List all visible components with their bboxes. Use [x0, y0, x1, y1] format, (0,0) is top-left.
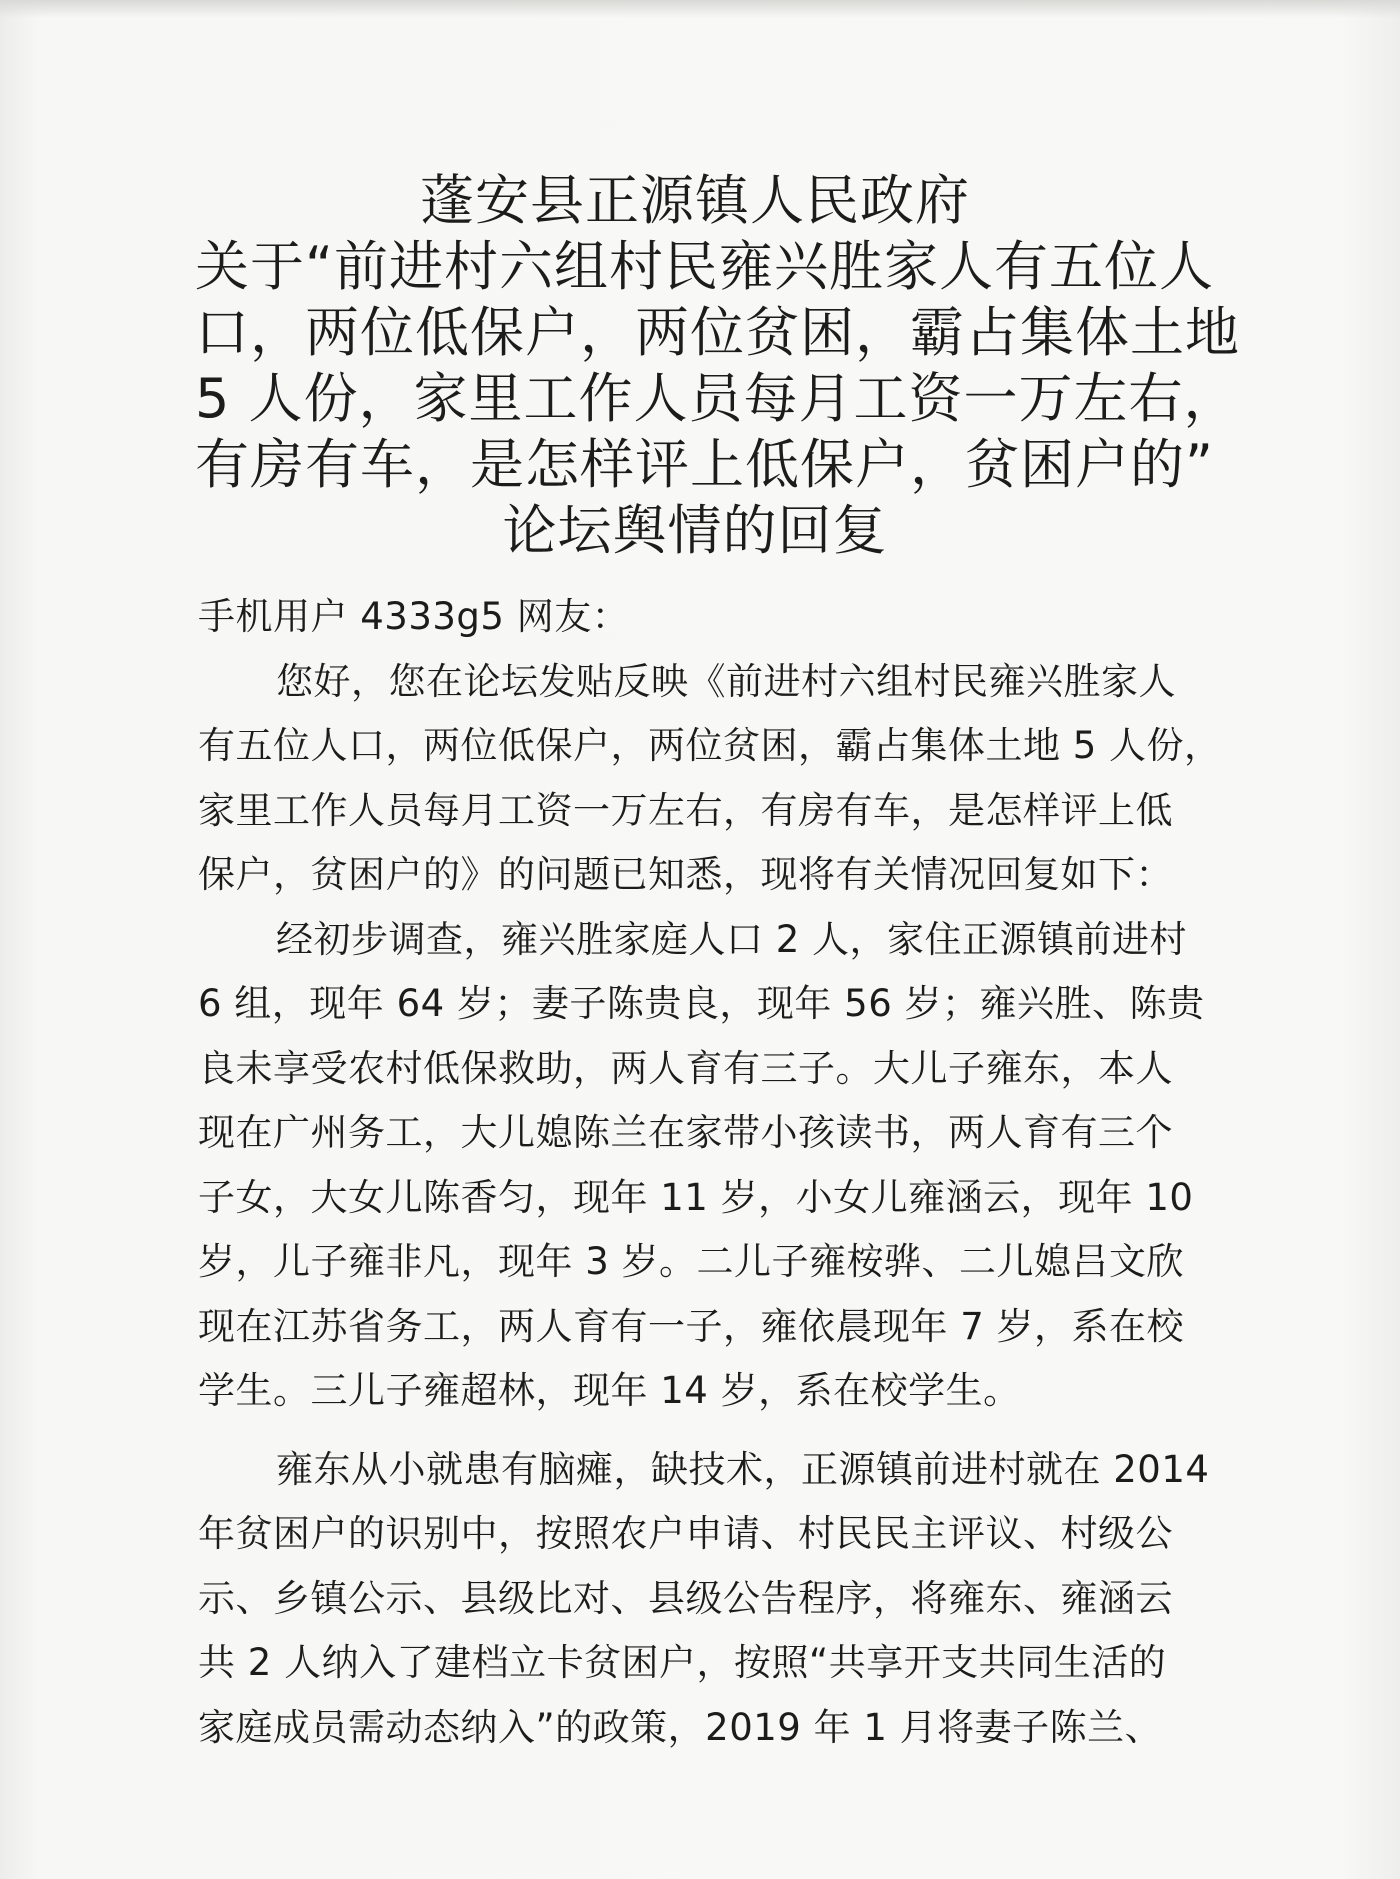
paragraph-line: 有五位人口，两位低保户，两位贫困，霸占集体土地 5 人份，	[198, 724, 1222, 767]
title-line-4: 5 人份，家里工作人员每月工资一万左右，	[195, 367, 1239, 430]
document-body	[198, 585, 1222, 1760]
paragraph-line: 雍东从小就患有脑瘫，缺技术，正源镇前进村就在 2014	[276, 1447, 1210, 1491]
scan-top-edge	[0, 0, 1400, 18]
paragraph-spacer	[198, 1424, 1198, 1438]
paragraph-line: 子女，大女儿陈香匀，现年 11 岁，小女儿雍涵云，现年 10	[198, 1175, 1194, 1219]
title-line-2: 关于“前进村六组村民雍兴胜家人有五位人	[195, 235, 1214, 298]
paragraph-3	[198, 1438, 1210, 1761]
paragraph-line: 您好，您在论坛发贴反映《前进村六组村民雍兴胜家人	[276, 659, 1176, 703]
paragraph-line: 保户，贫困户的》的问题已知悉，现将有关情况回复如下：	[198, 853, 1173, 896]
paragraph-line: 家庭成员需动态纳入”的政策，2019 年 1 月将妻子陈兰、	[198, 1705, 1163, 1749]
paragraph-line: 家里工作人员每月工资一万左右，有房有车，是怎样评上低	[198, 788, 1173, 832]
title-line-3: 口，两位低保户，两位贫困，霸占集体土地	[195, 301, 1240, 364]
paragraph-line: 现在广州务工，大儿媳陈兰在家带小孩读书，两人育有三个	[198, 1111, 1173, 1154]
paragraph-line: 共 2 人纳入了建档立卡贫困户，按照“共享开支共同生活的	[198, 1641, 1167, 1684]
paragraph-line: 学生。三儿子雍超林，现年 14 岁，系在校学生。	[198, 1369, 1021, 1412]
title-line-6: 论坛舆情的回复	[502, 499, 888, 562]
paragraph-line: 良未享受农村低保救助，两人育有三子。大儿子雍东，本人	[198, 1046, 1173, 1090]
paragraph-line: 年贫困户的识别中，按照农户申请、村民民主评议、村级公	[198, 1512, 1173, 1555]
paragraph-line: 6 组，现年 64 岁；妻子陈贵良，现年 56 岁；雍兴胜、陈贵	[198, 982, 1205, 1025]
paragraph-1	[198, 650, 1222, 908]
title-line-5: 有房有车，是怎样评上低保户，贫困户的”	[195, 433, 1214, 496]
title-issuer: 蓬安县正源镇人民政府	[420, 169, 970, 232]
paragraph-2	[198, 908, 1205, 1424]
paragraph-line: 示、乡镇公示、县级比对、县级公告程序，将雍东、雍涵云	[198, 1576, 1173, 1620]
paragraph-line: 现在江苏省务工，两人育有一子，雍依晨现年 7 岁，系在校	[198, 1304, 1185, 1348]
document-title	[195, 168, 1240, 564]
paragraph-line: 经初步调查，雍兴胜家庭人口 2 人，家住正源镇前进村	[276, 917, 1188, 961]
salutation: 手机用户 4333g5 网友：	[198, 595, 630, 638]
paragraph-line: 岁，儿子雍非凡，现年 3 岁。二儿子雍桉骅、二儿媳吕文欣	[198, 1240, 1185, 1283]
